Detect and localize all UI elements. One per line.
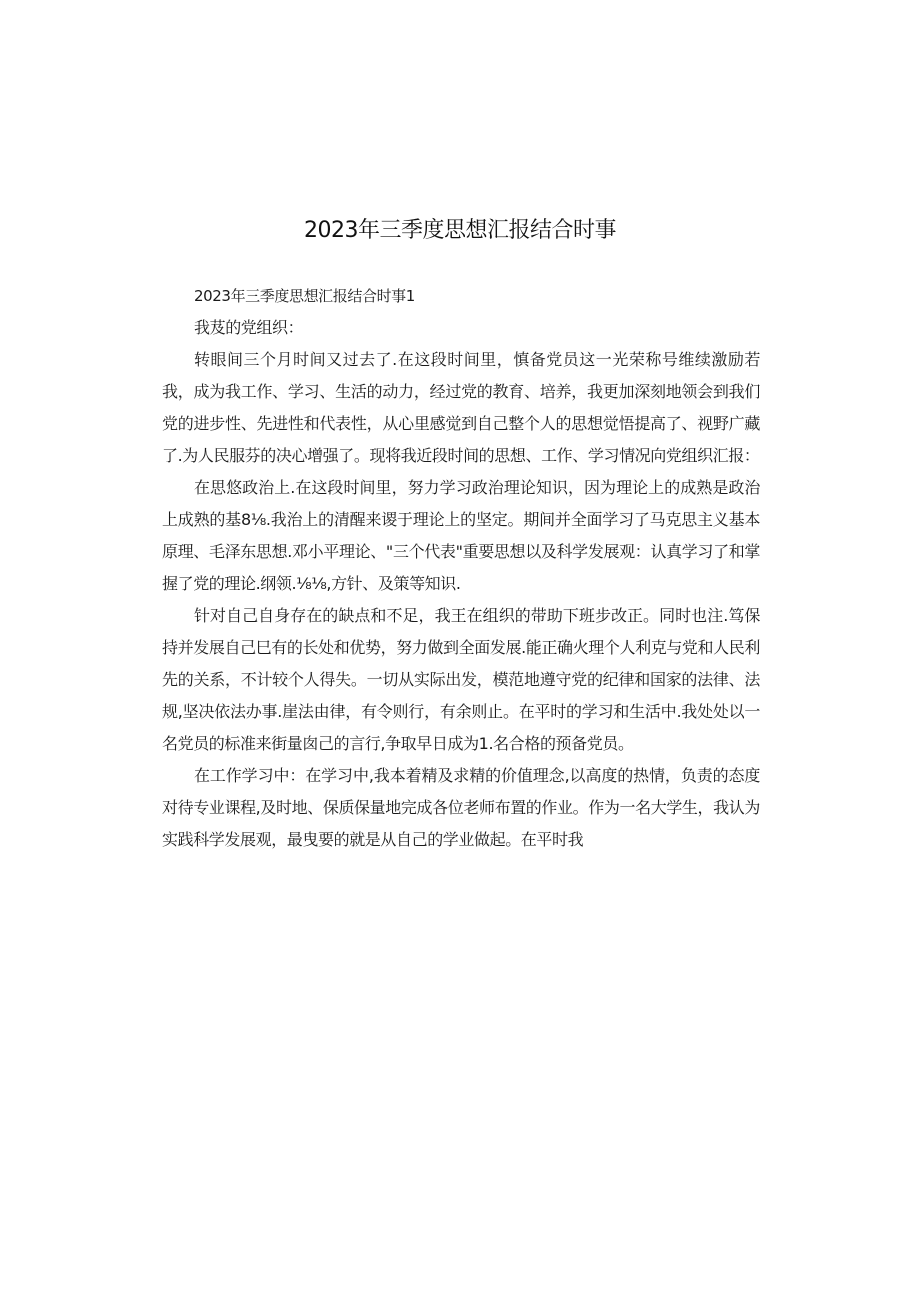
body-paragraph: 在思悠政治上.在这段时间里，努力学习政治理论知识，因为理论上的成熟是政治上成熟的基8⅛.我治上的清醒来谡于理论上的坚定。期间并全面学习了马克思主义基本原理、毛泽东思想.邓小平理论、"三个代表"重要思想以及科学发展观：认真学习了和掌握了党的理论.纲领.⅛⅛,方针、及策等知识. [162,478,760,593]
body-paragraph: 在工作学习中：在学习中,我本着精及求精的价值理念,以高度的热情，负责的态度对待专业课程,及时地、保质保量地完成各位老师布置的作业。作为一名大学生，我认为实践科学发展观，最曳要的就是从自己的学业做起。在平时我 [162,766,760,849]
body-paragraph: 针对自己自身存在的缺点和不足，我王在组织的带助下班步改正。同时也注.笃保持并发展自己巳有的长处和优势，努力做到全面发展.能正确火理个人利克与党和人民利先的关系，不计较个人得失。一切从实际出发，模范地遵守党的纪律和国家的法律、法规,坚决依法办事.崖法由律，有令则行，有余则止。在平时的学习和生活中.我处处以一名党员的标准来街量囱己的言行,争取早日成为1.名合格的预备党员。 [162,606,760,753]
document-subtitle: 2023年三季度思想汇报结合时事1 [194,287,415,305]
body-paragraph: 转眼间三个月时间又过去了.在这段时间里，慎备党员这一光荣称号维续激励若我，成为我工作、学习、生活的动力，经过党的教育、培养，我更加深刻地领会到我们党的进步性、先进性和代表性，从心里感觉到自己整个人的思想觉悟提高了、视野广藏了.为人民服芬的决心增强了。现将我近段时间的思想、工作、学习情况向党组织汇报： [162,350,760,465]
document-title: 2023年三季度思想汇报结合时事 [304,218,616,243]
salutation: 我芨的党组织： [194,318,304,337]
document-body [162,280,760,856]
